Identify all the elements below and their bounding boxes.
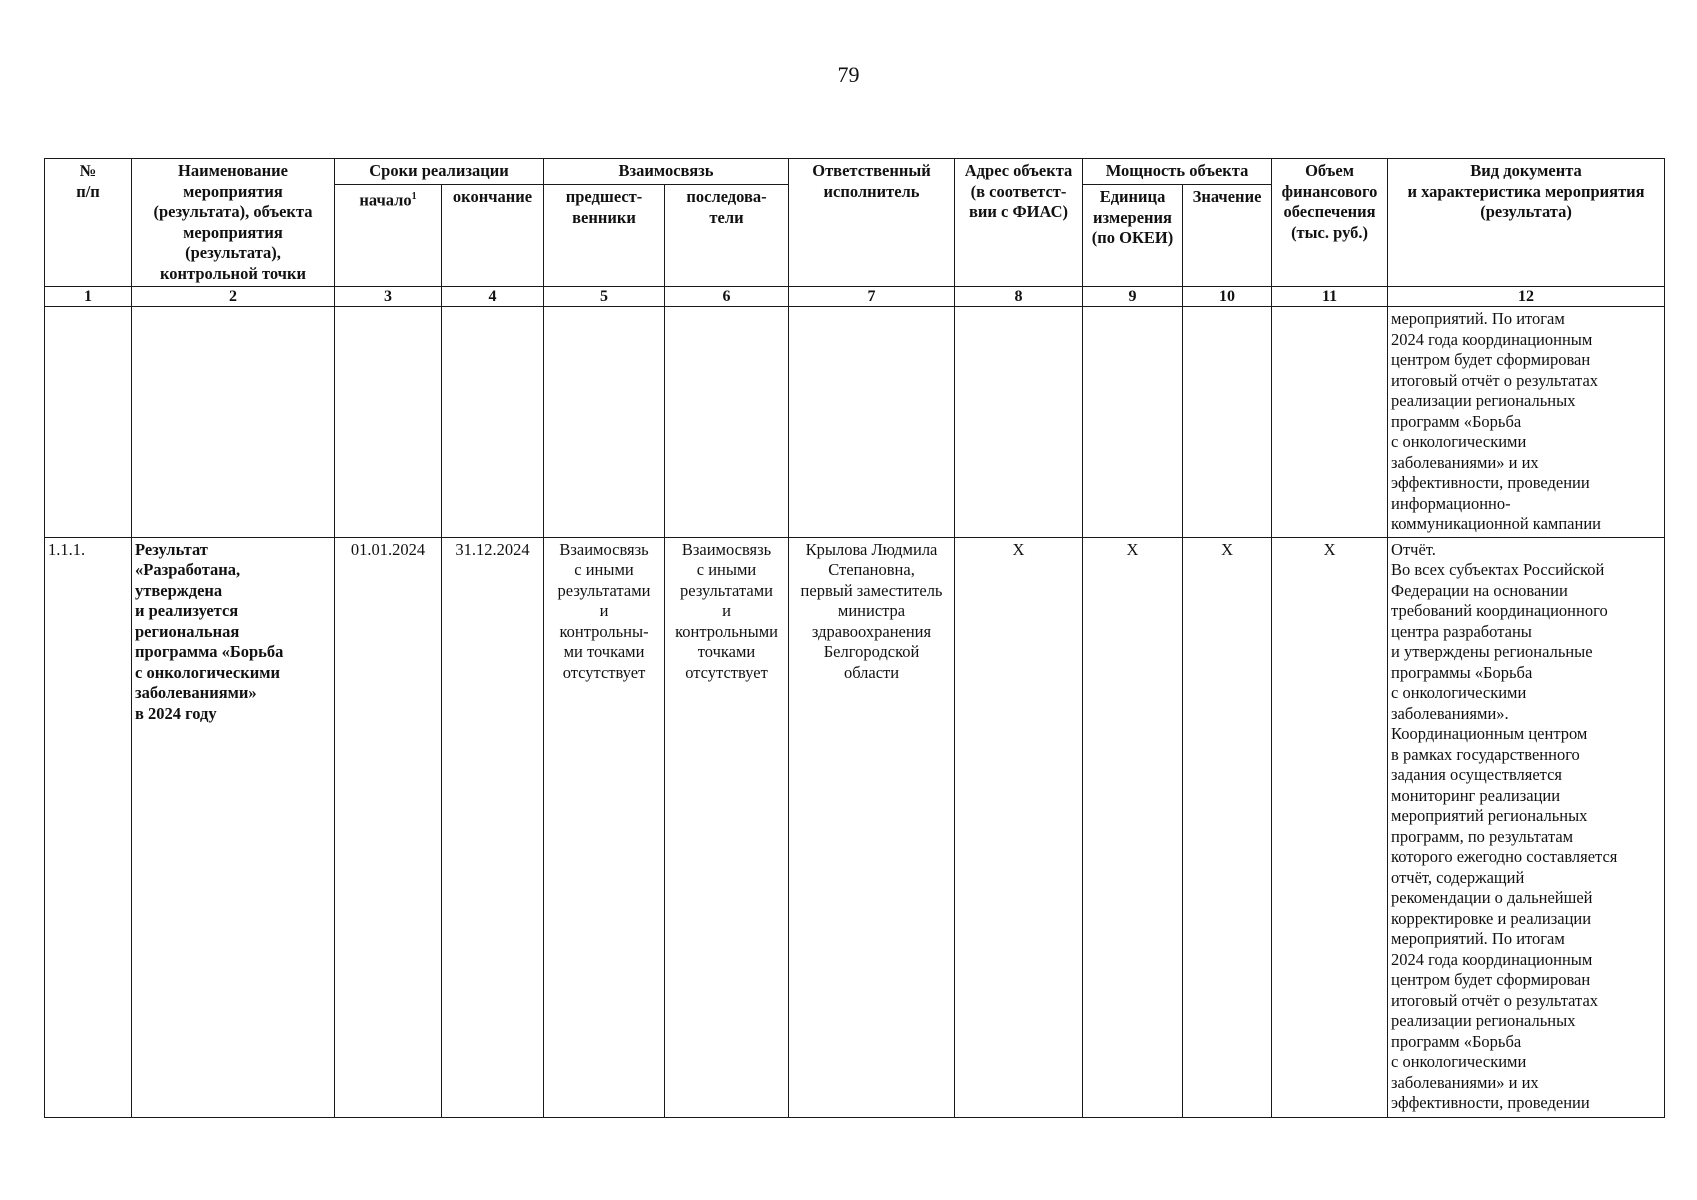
table-header	[45, 159, 1665, 307]
text-line: (в соответст-	[970, 181, 1067, 201]
text-line: Крылова Людмила	[805, 539, 938, 559]
successors-text	[665, 537, 789, 1117]
text-line: последова-	[686, 187, 767, 206]
empty-cell	[665, 307, 789, 538]
text-line: и	[599, 601, 609, 620]
text-line: мероприятия	[183, 222, 283, 242]
text-line: заболеваниями» и их	[1391, 1072, 1539, 1092]
text-line: Координационным центром	[1391, 724, 1588, 743]
text-line: предшест-	[565, 187, 643, 206]
header-value: Значение	[1183, 185, 1272, 287]
text-line: 2024 года координационным	[1391, 949, 1593, 969]
text-line: Отчёт.	[1391, 539, 1436, 559]
text-line: (результата),	[185, 243, 281, 262]
text-line: области	[843, 662, 900, 682]
address-value: Х	[955, 537, 1083, 1117]
text-line: (по ОКЕИ)	[1091, 228, 1174, 247]
finance-value: Х	[1272, 537, 1388, 1117]
text-line: (тыс. руб.)	[1291, 222, 1368, 242]
text-line: программ «Борьба	[1391, 411, 1522, 431]
text-line: результатами	[557, 580, 651, 600]
col-num: 1	[45, 287, 132, 307]
text-line: финансового	[1281, 181, 1378, 201]
text-line: «Разработана,	[135, 560, 241, 579]
text-line: Взаимосвязь	[681, 539, 772, 559]
text-line: заболеваниями»	[135, 683, 257, 702]
text-line: мероприятий. По итогам	[1391, 309, 1565, 328]
text-line: задания осуществляется	[1391, 765, 1563, 784]
text-line: отчёт, содержащий	[1391, 867, 1525, 887]
text-line: программы «Борьба	[1391, 662, 1533, 682]
col-num: 4	[442, 287, 544, 307]
text-line: исполнитель	[823, 181, 920, 201]
text-line: мониторинг реализации	[1391, 785, 1561, 805]
text-line: рекомендации о дальнейшей	[1391, 888, 1593, 907]
text-line: мероприятия	[183, 181, 283, 201]
events-table	[44, 158, 1665, 1118]
header-vzaimosvyaz: Взаимосвязь	[544, 159, 789, 185]
col-num: 5	[544, 287, 665, 307]
text-line: требований координационного	[1391, 601, 1608, 620]
empty-cell	[955, 307, 1083, 538]
header-address	[955, 159, 1083, 287]
text-line: заболеваниями» и их	[1391, 452, 1539, 472]
text-line: здравоохранения	[811, 621, 932, 641]
col-num: 2	[132, 287, 335, 307]
header-name	[132, 159, 335, 287]
text-line: Белгородской	[823, 642, 920, 661]
continuation-document-text	[1388, 307, 1665, 538]
text-line: в 2024 году	[135, 703, 217, 723]
text-line: заболеваниями».	[1391, 703, 1509, 723]
text-line: отсутствует	[562, 662, 646, 682]
text-line: итоговый отчёт о результатах	[1391, 990, 1599, 1010]
header-successors	[665, 185, 789, 287]
text-line: министра	[837, 601, 906, 620]
text-line: Объем	[1305, 161, 1354, 180]
header-start: начало$^1$	[335, 185, 442, 287]
text-line: с онкологическими	[1391, 683, 1527, 702]
text-line: тели	[709, 207, 744, 227]
empty-cell	[544, 307, 665, 538]
start-date: 01.01.2024	[335, 537, 442, 1117]
text-line: №	[79, 161, 97, 180]
text-line: мероприятий. По итогам	[1391, 929, 1565, 948]
empty-cell	[1183, 307, 1272, 538]
text-line: центром будет сформирован	[1391, 350, 1591, 369]
text-line: и характеристика мероприятия	[1407, 181, 1645, 201]
unit-value: Х	[1083, 537, 1183, 1117]
text-line: Во всех субъектах Российской	[1391, 560, 1605, 579]
text-line: обеспечения	[1283, 202, 1376, 221]
col-num: 8	[955, 287, 1083, 307]
text-line: эффективности, проведении	[1391, 1093, 1590, 1112]
text-line: и реализуется	[135, 601, 239, 620]
empty-cell	[45, 307, 132, 538]
text-line: вии с ФИАС)	[969, 202, 1069, 221]
page-number: 79	[837, 62, 860, 87]
text-line: измерения	[1093, 207, 1172, 227]
column-numbers-row	[45, 287, 1665, 307]
text-line: в рамках государственного	[1391, 744, 1580, 764]
text-line: реализации региональных	[1391, 1011, 1576, 1030]
header-num	[45, 159, 132, 287]
text-line: центра разработаны	[1391, 621, 1532, 641]
text-line: с иными	[696, 560, 757, 579]
text-line: которого ежегодно составляется	[1391, 847, 1618, 866]
row-number: 1.1.1.	[45, 537, 132, 1117]
text-line: (результата)	[1480, 202, 1572, 221]
text-line: эффективности, проведении	[1391, 473, 1590, 492]
header-srok: Сроки реализации	[335, 159, 544, 185]
col-num: 3	[335, 287, 442, 307]
text-line: итоговый отчёт о результатах	[1391, 370, 1599, 390]
text-line: с иными	[574, 560, 634, 579]
text-line: Ответственный	[812, 161, 931, 180]
empty-cell	[789, 307, 955, 538]
empty-cell	[132, 307, 335, 538]
col-num: 12	[1388, 287, 1665, 307]
end-date: 31.12.2024	[442, 537, 544, 1117]
text-line: коммуникационной кампании	[1391, 514, 1601, 533]
header-responsible	[789, 159, 955, 287]
text-line: Наименование	[178, 161, 288, 180]
text-line: региональная	[135, 621, 240, 641]
responsible-text	[789, 537, 955, 1117]
text-line: контрольны-	[559, 621, 649, 641]
text-line: Адрес объекта	[964, 161, 1073, 180]
col-num: 9	[1083, 287, 1183, 307]
text-line: отсутствует	[685, 662, 768, 682]
text-line: Федерации на основании	[1391, 580, 1568, 600]
text-line: Результат	[135, 539, 208, 559]
capacity-value: Х	[1183, 537, 1272, 1117]
empty-cell	[442, 307, 544, 538]
text-line: корректировке и реализации	[1391, 908, 1592, 928]
continuation-row	[45, 307, 1665, 538]
header-document	[1388, 159, 1665, 287]
col-num: 10	[1183, 287, 1272, 307]
text-line: (результата), объекта	[153, 202, 313, 221]
col-num: 6	[665, 287, 789, 307]
text-line: информационно-	[1391, 493, 1511, 513]
col-num: 7	[789, 287, 955, 307]
text-line: Единица	[1099, 187, 1166, 206]
text-line: программ, по результатам	[1391, 826, 1574, 846]
text-line: точками	[697, 642, 756, 661]
text-line: и утверждены региональные	[1391, 642, 1593, 661]
text-line: мероприятий региональных	[1391, 806, 1588, 825]
text-line: Взаимосвязь	[559, 539, 649, 559]
text-line: контрольной точки	[160, 263, 306, 283]
text-line: программ «Борьба	[1391, 1031, 1522, 1051]
header-end: окончание	[442, 185, 544, 287]
text-line: с онкологическими	[1391, 1052, 1527, 1071]
empty-cell	[1272, 307, 1388, 538]
document-text	[1388, 537, 1665, 1117]
text-line: п/п	[76, 181, 100, 201]
text-line: программа «Борьба	[135, 642, 284, 661]
text-line: ми точками	[563, 642, 645, 661]
text-line: реализации региональных	[1391, 391, 1576, 410]
text-line: Степановна,	[828, 560, 915, 579]
text-line: 2024 года координационным	[1391, 329, 1593, 349]
text-line: с онкологическими	[1391, 432, 1527, 451]
header-capacity: Мощность объекта	[1083, 159, 1272, 185]
text-line: с онкологическими	[135, 662, 280, 682]
text-line: результатами	[680, 580, 773, 600]
predecessors-text	[544, 537, 665, 1117]
empty-cell	[1083, 307, 1183, 538]
header-unit	[1083, 185, 1183, 287]
header-predecessors	[544, 185, 665, 287]
table-row	[45, 537, 1665, 1117]
text-line: венники	[572, 207, 636, 227]
empty-cell	[335, 307, 442, 538]
text-line: первый заместитель	[800, 580, 943, 600]
text-line: Вид документа	[1470, 161, 1582, 180]
header-finance	[1272, 159, 1388, 287]
text-line: контрольными	[675, 621, 778, 641]
text-line: утверждена	[135, 580, 223, 600]
result-name	[132, 537, 335, 1117]
col-num: 11	[1272, 287, 1388, 307]
text-line: и	[722, 601, 731, 620]
text-line: центром будет сформирован	[1391, 970, 1591, 989]
